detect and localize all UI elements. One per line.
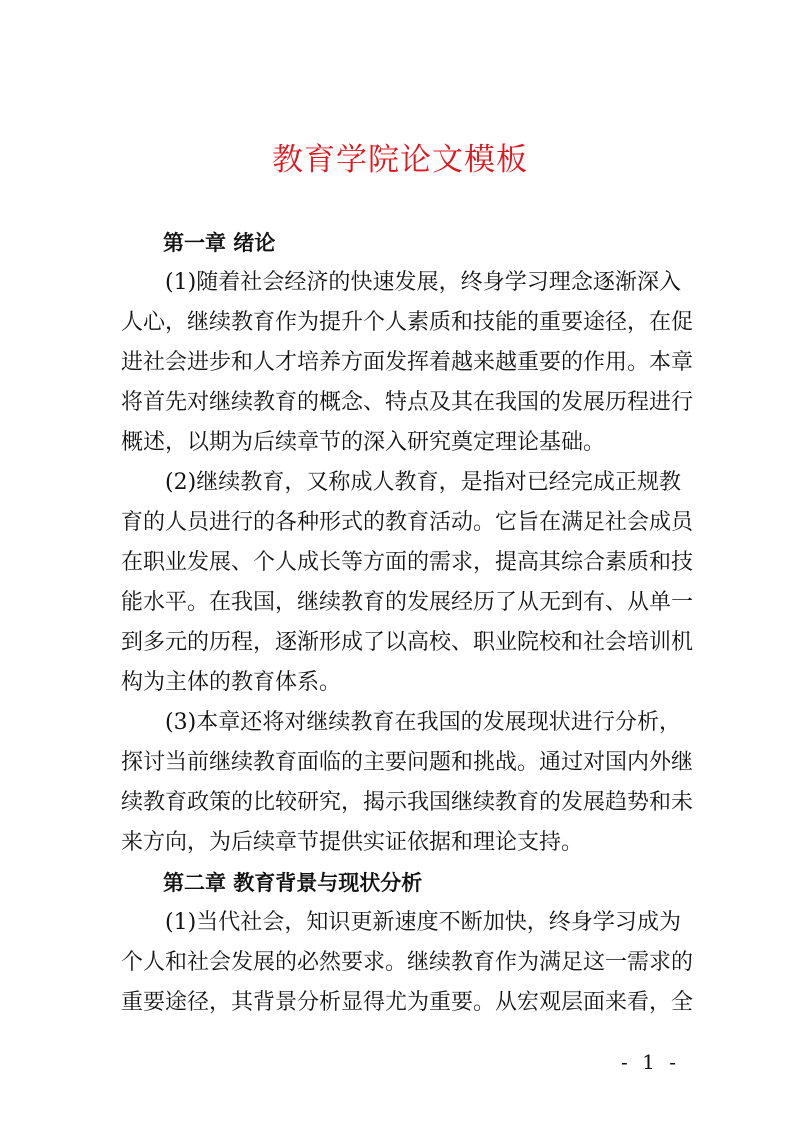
text-line: (2)继续教育，又称成人教育，是指对已经完成正规教 bbox=[165, 470, 681, 495]
text-line: (1)当代社会，知识更新速度不断加快，终身学习成为 bbox=[165, 910, 681, 935]
text-line: 重要途径，其背景分析显得尤为重要。从宏观层面来看，全 bbox=[121, 990, 694, 1015]
text-line: 构为主体的教育体系。 bbox=[121, 670, 342, 695]
text-line: (3)本章还将对继续教育在我国的发展现状进行分析， bbox=[165, 710, 681, 735]
text-line: (1)随着社会经济的快速发展，终身学习理念逐渐深入 bbox=[165, 270, 681, 295]
text-line: 能水平。在我国，继续教育的发展经历了从无到有、从单一 bbox=[121, 590, 694, 615]
document-title: 教育学院论文模板 bbox=[272, 142, 528, 178]
text-line: 来方向，为后续章节提供实证依据和理论支持。 bbox=[121, 830, 584, 855]
text-line: 个人和社会发展的必然要求。继续教育作为满足这一需求的 bbox=[121, 950, 694, 975]
paragraph bbox=[121, 703, 694, 863]
text-line: 在职业发展、个人成长等方面的需求，提高其综合素质和技 bbox=[121, 550, 694, 575]
chapter-heading: 第一章 绪论 bbox=[163, 231, 276, 255]
page-number: - 1 - bbox=[621, 1050, 680, 1074]
paragraph bbox=[121, 903, 694, 1023]
paragraph bbox=[121, 263, 694, 463]
text-line: 概述，以期为后续章节的深入研究奠定理论基础。 bbox=[121, 430, 606, 455]
document-body bbox=[121, 223, 694, 1023]
text-line: 进社会进步和人才培养方面发挥着越来越重要的作用。本章 bbox=[121, 350, 694, 375]
text-line: 续教育政策的比较研究，揭示我国继续教育的发展趋势和未 bbox=[121, 790, 694, 815]
text-line: 人心，继续教育作为提升个人素质和技能的重要途径，在促 bbox=[121, 310, 694, 335]
text-line: 育的人员进行的各种形式的教育活动。它旨在满足社会成员 bbox=[121, 510, 694, 535]
chapter-heading: 第二章 教育背景与现状分析 bbox=[163, 871, 423, 895]
text-line: 将首先对继续教育的概念、特点及其在我国的发展历程进行 bbox=[121, 390, 694, 415]
text-line: 探讨当前继续教育面临的主要问题和挑战。通过对国内外继 bbox=[121, 750, 694, 775]
paragraph bbox=[121, 463, 694, 703]
text-line: 到多元的历程，逐渐形成了以高校、职业院校和社会培训机 bbox=[121, 630, 694, 655]
